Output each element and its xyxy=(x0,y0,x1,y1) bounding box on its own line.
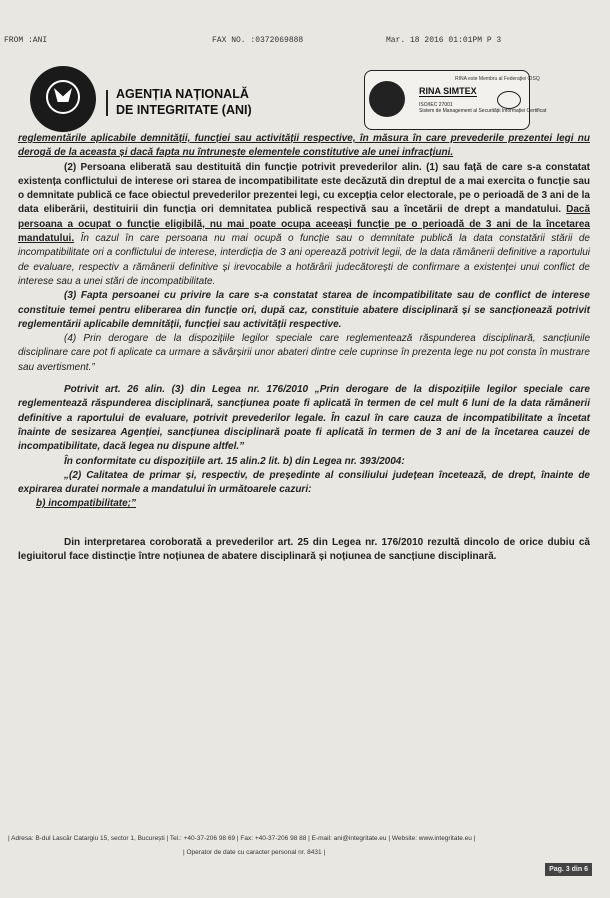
paragraph-alin-2 xyxy=(18,161,590,290)
rina-globe-icon xyxy=(369,81,405,117)
footer-operator: | Operator de date cu caracter personal nr. 8431 | xyxy=(183,849,326,856)
agency-name xyxy=(116,86,252,118)
iso-number: ISO/IEC 27001 xyxy=(419,102,453,108)
fax-date-page: Mar. 18 2016 01:01PM P 3 xyxy=(386,36,502,45)
rina-simtex-brand: RINA SIMTEX xyxy=(419,86,477,96)
iso-certification xyxy=(419,102,546,114)
agency-name-line2: DE INTEGRITATE (ANI) xyxy=(116,103,252,117)
paragraph-continuation: reglementările aplicabile demnității, funcției sau activității respective, în măsura în care prevederile prezentei legi nu derogă de la aceasta și dacă fapta nu întrunește elementele constitutive ale unei infracțiuni. xyxy=(18,133,590,159)
document-body xyxy=(18,132,590,564)
paragraph-alin-3: (3) Fapta persoanei cu privire la care s-a constatat starea de incompatibilitate sau de conflict de interese constituie temei pentru eliberarea din funcție ori, după caz, constituie abatere disciplinară și se sancționează potrivit reglementării aplicabile demnității, funcției sau activității respective. xyxy=(18,290,590,330)
paragraph-alin-4: (4) Prin derogare de la dispozițiile legilor speciale care reglementează răspunderea disciplinară, sancțiunile disciplinare care pot fi aplicate ca urmare a săvârșirii unor abateri dintre cele cuprinse în prezenta lege nu pot consta în mustrare sau avertisment.” xyxy=(18,333,590,373)
iso-description: Sistem de Management al Securității Informației Certificat xyxy=(419,108,547,114)
header-divider xyxy=(106,90,108,116)
certification-badge xyxy=(364,70,547,130)
paragraph-legea-393: În conformitate cu dispozițiile art. 15 alin.2 lit. b) din Legea nr. 393/2004: xyxy=(64,455,405,467)
paragraph-calitatea: „(2) Calitatea de primar și, respectiv, de președinte al consiliului județean încetează, de drept, înainte de expirarea duratei normale a mandatului în următoarele cazuri: xyxy=(18,469,590,496)
paragraph-interpretare: Din interpretarea coroborată a prevederilor art. 25 din Legea nr. 176/2010 rezultă dincolo de orice dubiu că legiuitorul face distincție între noțiunea de abatere disciplinară și noțiunea de sancțiune disciplinară. xyxy=(18,536,590,563)
footer-address: | Adresa: B-dul Lascăr Catargiu 15, sector 1, București | Tel.: +40-37-206 98 69 | Fax: +40-37-206 98 88 | E-mail: ani@integritate.eu | Website: www.integritate.eu | xyxy=(8,835,476,842)
dqs-mark-icon xyxy=(497,91,521,109)
ani-logo-icon xyxy=(30,66,96,132)
paragraph-art-26: Potrivit art. 26 alin. (3) din Legea nr. 176/2010 „Prin derogare de la dispozițiile legilor speciale care reglementează răspunderea disciplinară, sancțiunea poate fi aplicată în termen de cel mult 6 luni de la data rămânerii definitive a raportului de evaluare, potrivit prevederilor legale. În cazul în care cauza de incompatibilitate a încetat înainte de sesizarea Agenției, sancțiunea disciplinară poate fi aplicată în termen de 3 ani de la încetarea cauzei de incompatibilitate, dacă legea nu dispune altfel.” xyxy=(18,384,590,453)
page-number: Pag. 3 din 6 xyxy=(545,863,592,876)
cisq-member-text: RINA este Membru al Federaţiei CISQ xyxy=(455,76,540,82)
paragraph-incompatibilitate: b) incompatibilitate;” xyxy=(36,498,136,510)
alin-2-main: (2) Persoana eliberată sau destituită din funcție potrivit prevederilor alin. (1) sau față de care s-a constatat existența conflictului de interese ori starea de incompatibilitate este decăzută din dreptul de a mai exercita o funcție sau o demnitate publică ce face obiectul prevederilor prezentei legi, cu excepția celor electorale, pe o perioadă de 3 ani de la data eliberării, destituirii din funcția ori demnitatea publică respectivă sau a încetării de drept a mandatului. xyxy=(18,161,590,216)
alin-2-interdiction: În cazul în care persoana nu mai ocupă o funcție sau o demnitate publică la data constatării stării de incompatibilitate ori a conflictului de interese, interdicția de 3 ani operează potrivit legii, de la data rămânerii definitive a raportului de evaluare, respectiv a rămânerii definitive și irevocabile a hotărârii judecătorești de confirmare a existenței unui conflict de interese sau a unei stări de incompatibilitate. xyxy=(18,233,590,287)
alin-2-eligible: Dacă persoana a ocupat o funcție eligibilă, nu mai poate ocupa aceeași funcție pe o perioadă de 3 ani de la încetarea mandatului. xyxy=(18,204,590,245)
fax-number: FAX NO. :0372069888 xyxy=(212,36,304,45)
fax-from: FROM :ANI xyxy=(4,36,48,45)
agency-name-line1: AGENȚIA NAȚIONALĂ xyxy=(116,87,249,101)
